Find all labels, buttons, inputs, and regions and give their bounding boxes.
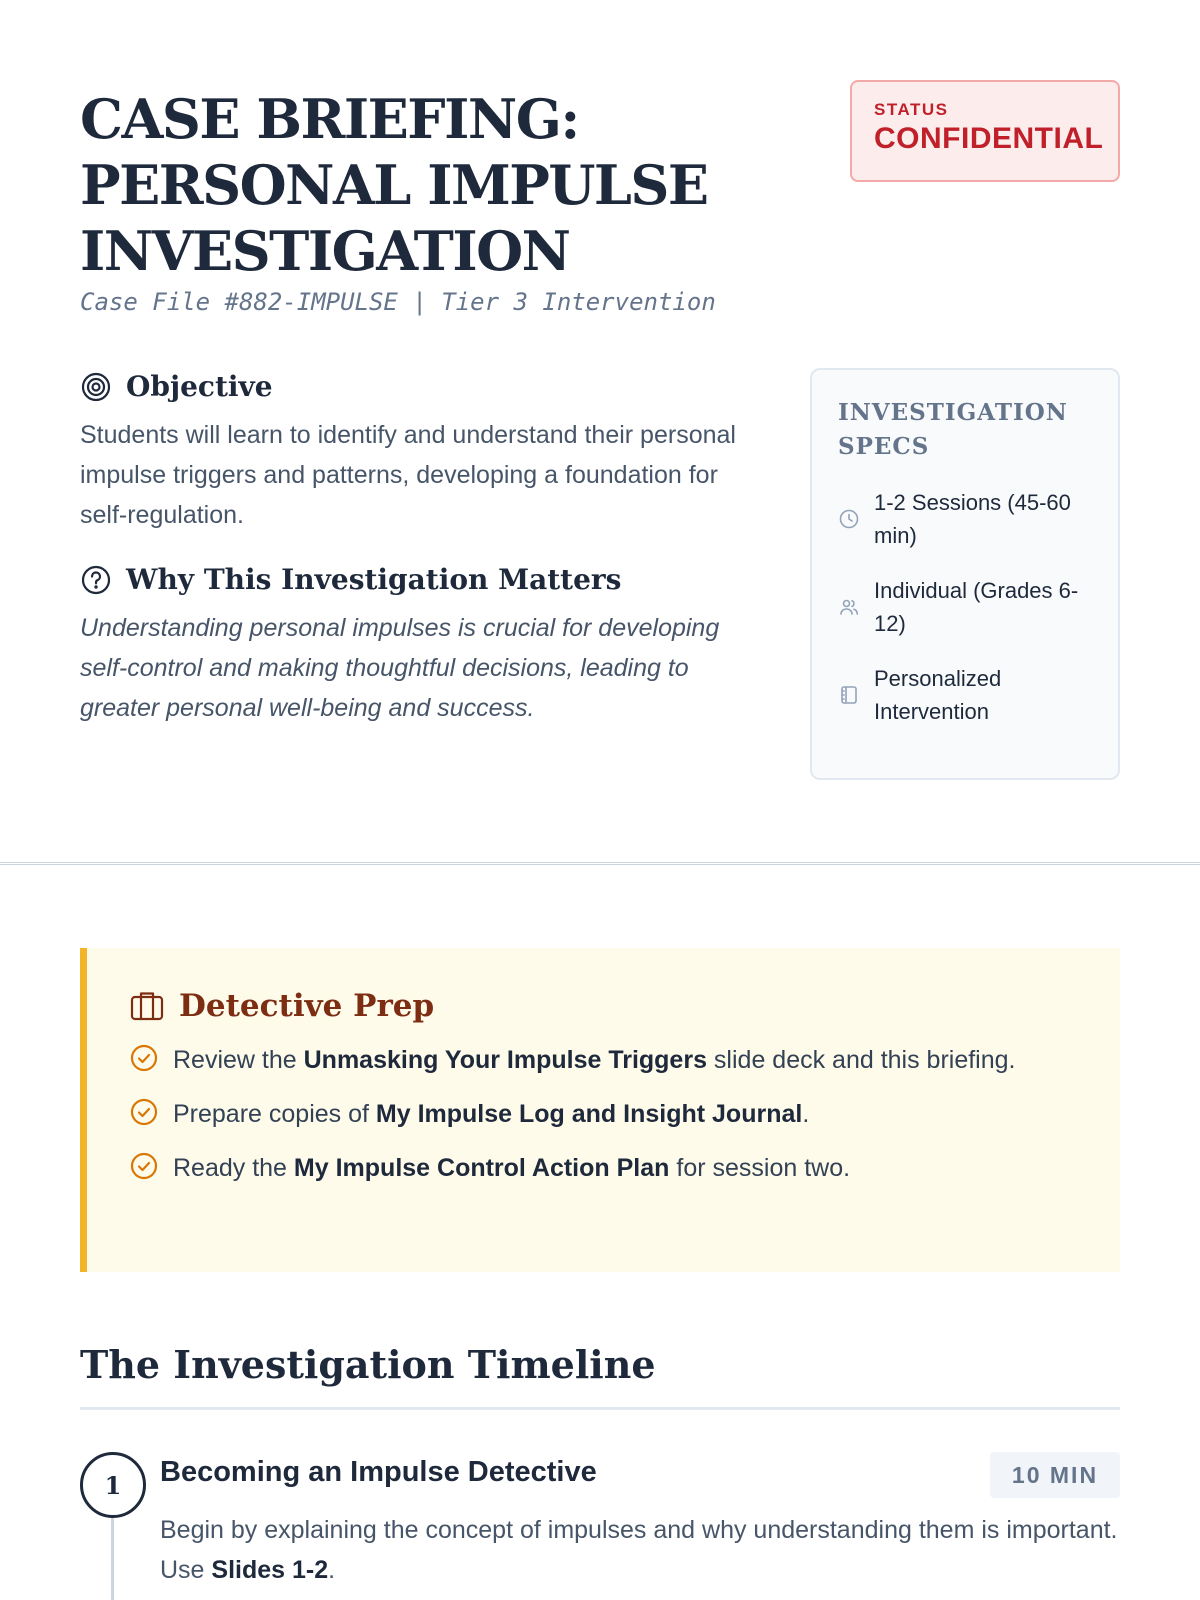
check-circle-icon <box>129 1043 159 1073</box>
objective-section <box>80 370 770 728</box>
objective-text: Students will learn to identify and understand their personal impulse triggers and patterns, developing a foundation for self-regulation. <box>80 421 736 529</box>
specs-title: INVESTIGATION SPECS <box>838 399 1068 460</box>
investigation-specs-card <box>810 368 1120 780</box>
spec-item-sessions <box>838 486 1092 552</box>
briefcase-icon <box>129 988 165 1024</box>
why-heading <box>80 563 770 596</box>
target-icon <box>80 371 112 403</box>
prep-list <box>129 1040 1076 1188</box>
step-title: Becoming an Impulse Detective <box>160 1456 597 1488</box>
prep-title: Detective Prep <box>179 988 435 1024</box>
why-text: Understanding personal impulses is crucial for developing self-control and making thoughtful decisions, leading to greater personal well-being and success. <box>80 614 720 722</box>
check-circle-icon <box>129 1151 159 1181</box>
spec-text: Personalized Intervention <box>874 666 1002 724</box>
spec-item-grades <box>838 574 1092 640</box>
step-number: 1 <box>80 1452 146 1518</box>
prep-heading <box>129 988 1076 1024</box>
page-title: CASE BRIEFING: PERSONAL IMPULSE INVESTIGATION <box>80 87 708 283</box>
why-section <box>80 563 770 728</box>
status-label: STATUS <box>874 100 949 119</box>
case-file-subtitle: Case File #882-IMPULSE | Tier 3 Intervention <box>80 288 716 316</box>
detective-prep-box <box>80 948 1120 1272</box>
step-description: Begin by explaining the concept of impulses and why understanding them is important. Use Slides 1-2. <box>160 1516 1118 1584</box>
clock-icon <box>838 508 860 530</box>
prep-item-text: Ready the My Impulse Control Action Plan for session two. <box>173 1154 851 1182</box>
timeline-connector <box>111 1518 114 1600</box>
spec-text: Individual (Grades 6-12) <box>874 578 1079 636</box>
objective-heading <box>80 370 770 403</box>
spec-item-intervention <box>838 662 1092 728</box>
status-badge <box>850 80 1120 182</box>
notebook-icon <box>838 684 860 706</box>
list-item <box>129 1094 1076 1134</box>
timeline-title: The Investigation Timeline <box>80 1342 656 1387</box>
check-circle-icon <box>129 1097 159 1127</box>
list-item <box>129 1148 1076 1188</box>
prep-item-text: Review the Unmasking Your Impulse Triggers slide deck and this briefing. <box>173 1046 1016 1074</box>
question-circle-icon <box>80 564 112 596</box>
status-value: CONFIDENTIAL <box>874 122 1104 155</box>
list-item <box>129 1040 1076 1080</box>
prep-item-text: Prepare copies of My Impulse Log and Insight Journal. <box>173 1100 810 1128</box>
why-title: Why This Investigation Matters <box>126 563 622 596</box>
objective-title: Objective <box>126 370 273 403</box>
section-divider <box>0 862 1200 865</box>
spec-text: 1-2 Sessions (45-60 min) <box>874 490 1071 548</box>
users-icon <box>838 596 860 618</box>
duration-badge: 10 MIN <box>990 1452 1120 1498</box>
timeline-rule <box>80 1407 1120 1410</box>
